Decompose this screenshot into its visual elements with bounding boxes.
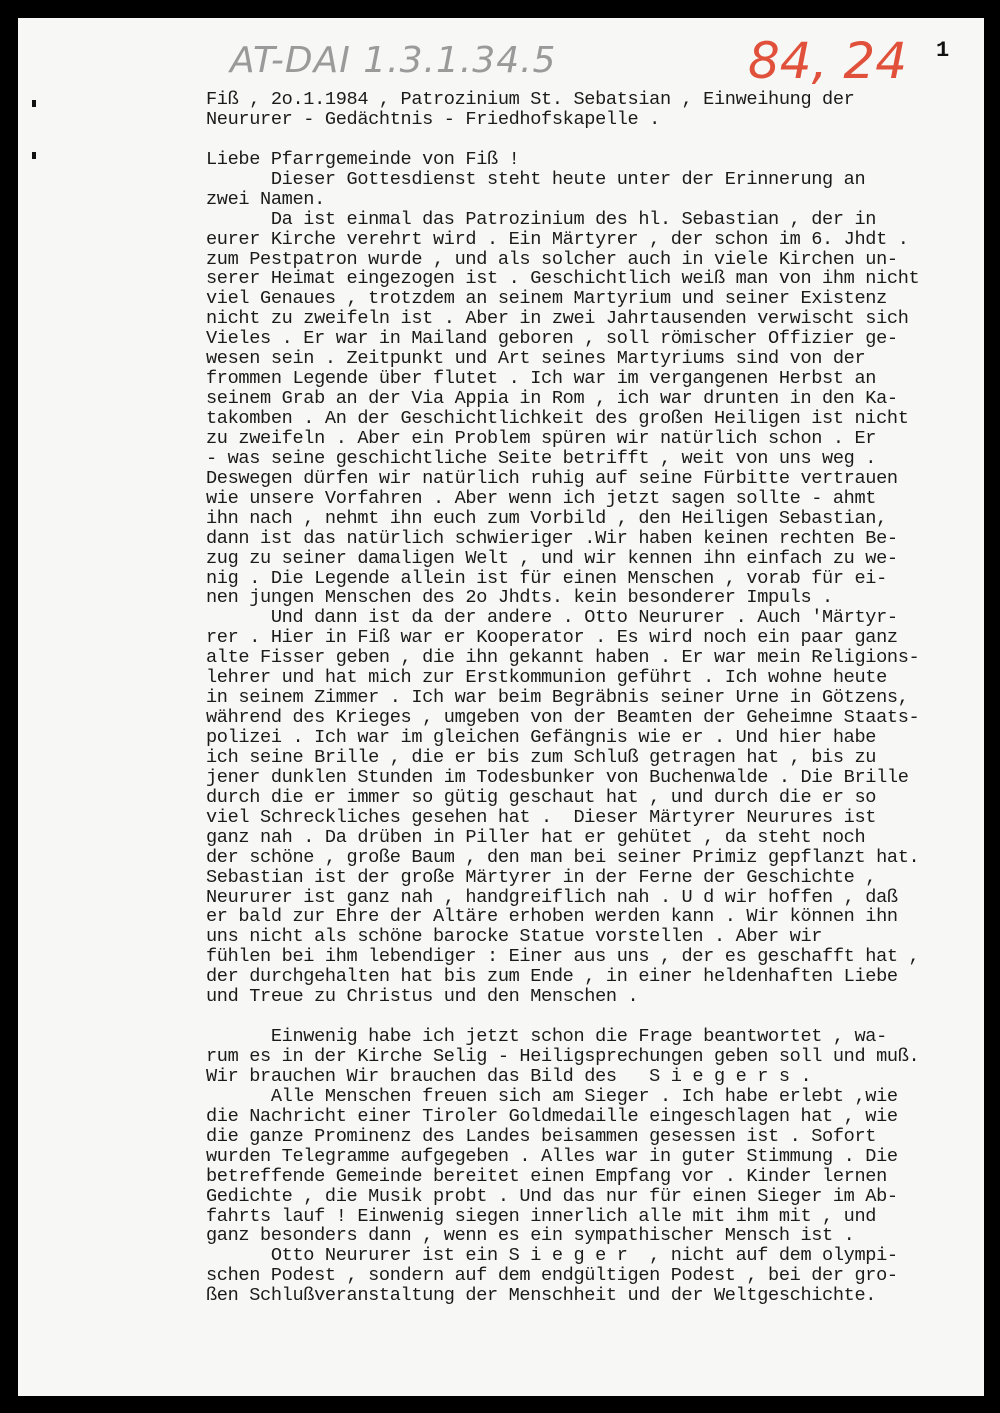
text-line: Wir brauchen Wir brauchen das Bild des S i e g e r s . (206, 1065, 812, 1087)
text-line: fühlen bei ihm lebendiger : Einer aus uns , der es geschafft hat , (206, 946, 920, 968)
text-line: zug zu seiner damaligen Welt , und wir kennen ihn einfach zu we- (206, 547, 898, 569)
binder-hole-mark-top (32, 100, 36, 107)
archive-signature: AT-DAI 1.3.1.34.5 (230, 40, 557, 81)
text-line: Liebe Pfarrgemeinde von Fiß ! (206, 148, 520, 170)
text-line: Neururer ist ganz nah , handgreiflich nah . U d wir hoffen , daß (206, 886, 898, 908)
text-line: zu zweifeln . Aber ein Problem spüren wir natürlich schon . Er (206, 427, 877, 449)
text-line: takomben . An der Geschichtlichkeit des großen Heiligen ist nicht (206, 408, 909, 429)
text-line: uns nicht als schöne barocke Statue vorstellen . Aber wir (206, 926, 823, 948)
text-line: während des Krieges , umgeben von der Beamten der Geheimne Staats- (206, 707, 920, 729)
text-line: Otto Neururer ist ein S i e g e r , nicht auf dem olympi- (206, 1245, 898, 1267)
text-line: Sebastian ist der große Märtyrer in der Ferne der Geschichte , (206, 866, 877, 888)
text-line: der durchgehalten hat bis zum Ende , in einer heldenhaften Liebe (206, 966, 898, 988)
text-line: durch die er immer so gütig geschaut hat , und durch die er so (206, 786, 877, 808)
page-number: 1 (936, 38, 950, 63)
text-line: in seinem Zimmer . Ich war beim Begräbnis seiner Urne in Götzens, (206, 687, 909, 709)
text-line: - was seine geschichtliche Seite betrifft , weit von uns weg . (206, 447, 877, 469)
text-line: die ganze Prominenz des Landes beisammen gesessen ist . Sofort (206, 1125, 877, 1147)
text-line: Vieles . Er war in Mailand geboren , soll römischer Offizier ge- (206, 328, 898, 350)
text-line: ganz besonders dann , wenn es ein sympathischer Mensch ist . (206, 1225, 855, 1247)
text-line (206, 130, 984, 150)
text-line: Alle Menschen freuen sich am Sieger . Ich habe erlebt ,wie (206, 1085, 898, 1107)
text-line: Neururer - Gedächtnis - Friedhofskapelle . (206, 108, 660, 130)
text-line: rum es in der Kirche Selig - Heiligsprechungen geben soll und muß. (206, 1046, 920, 1067)
text-line: die Nachricht einer Tiroler Goldmedaille eingeschlagen hat , wie (206, 1105, 898, 1127)
text-line: der schöne , große Baum , den man bei seiner Primiz gepflanzt hat. (206, 846, 920, 868)
letter-body (206, 90, 984, 1306)
text-line: Da ist einmal das Patrozinium des hl. Sebastian , der in (206, 208, 877, 230)
text-line: er bald zur Ehre der Altäre erhoben werden kann . Wir können ihn (206, 906, 898, 928)
text-line: rer . Hier in Fiß war er Kooperator . Es wird noch ein paar ganz (206, 627, 898, 649)
text-line: fahrts lauf ! Einwenig siegen innerlich alle mit ihm mit , und (206, 1205, 877, 1227)
text-line: seinem Grab an der Via Appia in Rom , ich war drunten in den Ka- (206, 388, 898, 410)
text-line: nen jungen Menschen des 2o Jhdts. kein besonderer Impuls . (206, 587, 833, 609)
text-line: Gedichte , die Musik probt . Und das nur für einen Sieger im Ab- (206, 1185, 898, 1207)
text-line: serer Heimat eingezogen ist . Geschichtlich weiß man von ihm nicht (206, 268, 920, 290)
text-line: Einwenig habe ich jetzt schon die Frage beantwortet , wa- (206, 1026, 887, 1048)
text-line: ich seine Brille , die er bis zum Schluß getragen hat , bis zu (206, 746, 877, 768)
text-line: viel Schreckliches gesehen hat . Dieser Märtyrer Neurures ist (206, 806, 877, 828)
text-line: lehrer und hat mich zur Erstkommunion geführt . Ich wohne heute (206, 667, 887, 689)
document-page (18, 18, 984, 1396)
text-line: nig . Die Legende allein ist für einen Menschen , vorab für ei- (206, 567, 887, 589)
text-line: ihn nach , nehmt ihn euch zum Vorbild , den Heiligen Sebastian, (206, 507, 887, 529)
text-line: betreffende Gemeinde bereitet einen Empfang vor . Kinder lernen (206, 1165, 887, 1187)
text-line: Fiß , 2o.1.1984 , Patrozinium St. Sebatsian , Einweihung der (206, 89, 855, 110)
text-line: zum Pestpatron wurde , und als solcher auch in viele Kirchen un- (206, 248, 898, 270)
binder-hole-mark-bottom (32, 152, 36, 159)
text-line: jener dunklen Stunden im Todesbunker von Buchenwalde . Die Brille (206, 766, 909, 788)
folio-number: 84, 24 (748, 32, 908, 90)
text-line: ganz nah . Da drüben in Piller hat er gehütet , da steht noch (206, 826, 866, 848)
text-line: polizei . Ich war im gleichen Gefängnis wie er . Und hier habe (206, 727, 877, 748)
text-line (206, 1007, 984, 1027)
text-line: nicht zu zweifeln ist . Aber in zwei Jahrtausenden verwischt sich (206, 308, 909, 330)
text-line: wurden Telegramme aufgegeben . Alles war in guter Stimmung . Die (206, 1145, 898, 1167)
text-line: schen Podest , sondern auf dem endgültigen Podest , bei der gro- (206, 1265, 898, 1287)
text-line: dann ist das natürlich schwieriger .Wir haben keinen rechten Be- (206, 527, 898, 549)
text-line: ßen Schlußveranstaltung der Menschheit und der Weltgeschichte. (206, 1285, 877, 1307)
text-line: alte Fisser geben , die ihn gekannt haben . Er war mein Religions- (206, 647, 920, 669)
text-line: viel Genaues , trotzdem an seinem Martyrium und seiner Existenz (206, 288, 887, 310)
text-line: eurer Kirche verehrt wird . Ein Märtyrer , der schon im 6. Jhdt . (206, 228, 909, 250)
text-line: Deswegen dürfen wir natürlich ruhig auf seine Fürbitte vertrauen (206, 467, 898, 489)
text-line: wesen sein . Zeitpunkt und Art seines Martyriums sind von der (206, 348, 866, 370)
text-line: frommen Legende über flutet . Ich war im vergangenen Herbst an (206, 368, 877, 390)
text-line: Dieser Gottesdienst steht heute unter der Erinnerung an (206, 168, 866, 190)
text-line: zwei Namen. (206, 188, 325, 210)
text-line: und Treue zu Christus und den Menschen . (206, 986, 639, 1008)
text-line: wie unsere Vorfahren . Aber wenn ich jetzt sagen sollte - ahmt (206, 487, 877, 509)
text-line: Und dann ist da der andere . Otto Neururer . Auch 'Märtyr- (206, 607, 898, 629)
